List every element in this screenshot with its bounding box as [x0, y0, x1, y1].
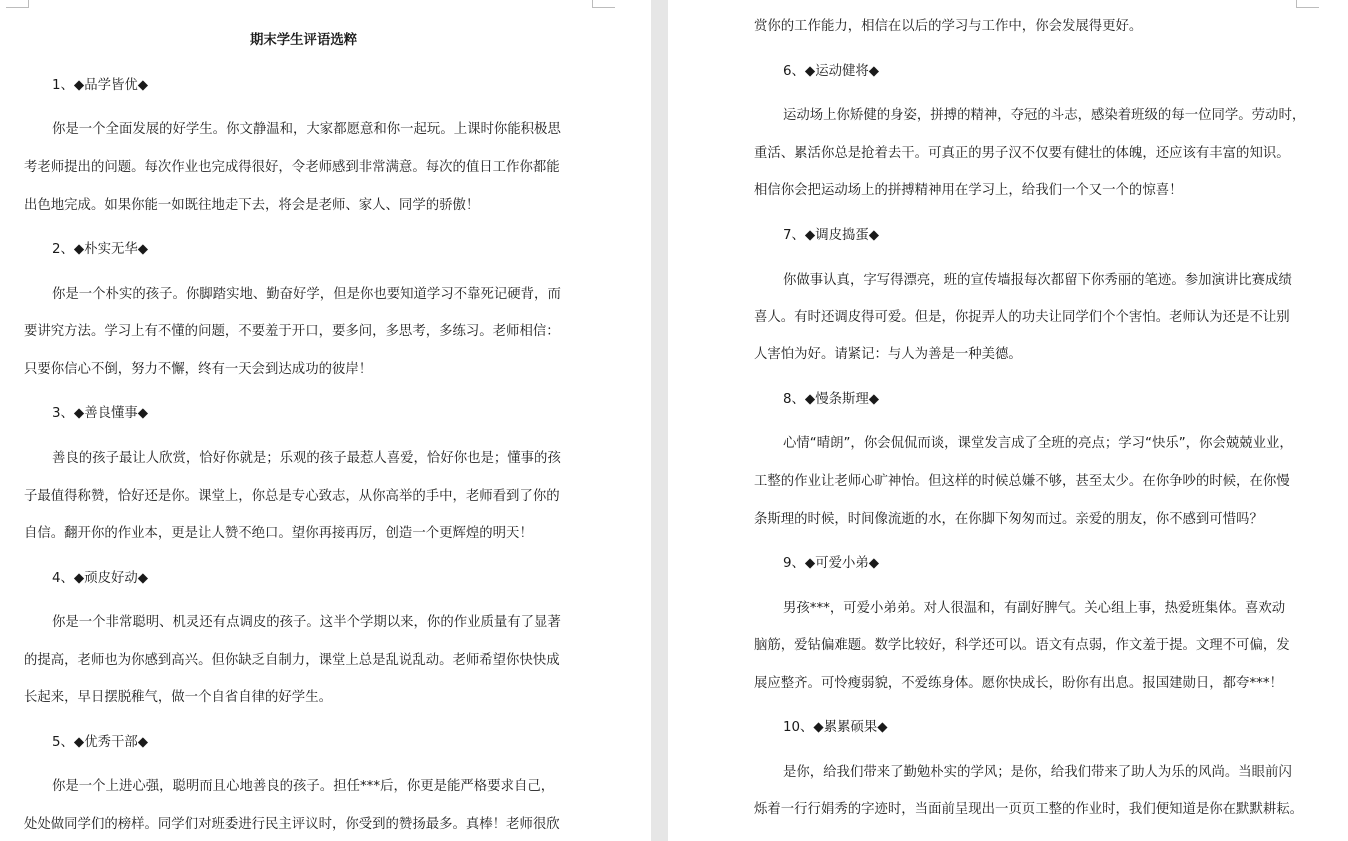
- paragraph-line: 你是一个全面发展的好学生。你文静温和，大家都愿意和你一起玩。上课时你能积极思: [52, 122, 561, 137]
- paragraph-line: 赏你的工作能力，相信在以后的学习与工作中，你会发展得更好。: [754, 19, 1143, 34]
- paragraph-line: 考老师提出的问题。每次作业也完成得很好，令老师感到非常满意。每次的值日工作你都能: [24, 160, 560, 175]
- paragraph-line: 长起来，早日摆脱稚气，做一个自省自律的好学生。: [24, 690, 332, 705]
- section-heading: 1、◆品学皆优◆: [52, 78, 149, 93]
- paragraph-line: 相信你会把运动场上的拼搏精神用在学习上，给我们一个又一个的惊喜！: [754, 183, 1183, 198]
- paragraph-line: 喜人。有时还调皮得可爱。但是，你捉弄人的功夫让同学们个个害怕。老师认为还是不让别: [754, 310, 1290, 325]
- paragraph-line: 你是一个上进心强，聪明而且心地善良的孩子。担任***后，你更是能严格要求自己，: [52, 779, 555, 794]
- section-heading: 6、◆运动健将◆: [783, 64, 880, 79]
- paragraph-line: 善良的孩子最让人欣赏，恰好你就是；乐观的孩子最惹人喜爱，恰好你也是；懂事的孩: [52, 451, 561, 466]
- page-corner-mark: [6, 0, 29, 8]
- paragraph-line: 工整的作业让老师心旷神怡。但这样的时候总嫌不够，甚至太少。在你争吵的时候，在你慢: [754, 474, 1290, 489]
- section-heading: 10、◆累累硕果◆: [783, 720, 888, 735]
- paragraph-line: 运动场上你矫健的身姿，拼搏的精神，夺冠的斗志，感染着班级的每一位同学。劳动时，: [783, 108, 1306, 123]
- section-heading: 5、◆优秀干部◆: [52, 735, 149, 750]
- page-gap: [651, 0, 668, 841]
- section-heading: 4、◆顽皮好动◆: [52, 571, 149, 586]
- page-corner-mark: [1296, 0, 1319, 8]
- document-title: 期末学生评语选粹: [250, 33, 358, 48]
- paragraph-line: 是你，给我们带来了勤勉朴实的学风；是你，给我们带来了助人为乐的风尚。当眼前闪: [783, 765, 1292, 780]
- section-heading: 7、◆调皮捣蛋◆: [783, 228, 880, 243]
- page-corner-mark: [592, 0, 615, 8]
- paragraph-line: 烁着一行行娟秀的字迹时，当面前呈现出一页页工整的作业时，我们便知道是你在默默耕耘。: [754, 802, 1304, 817]
- paragraph-line: 你是一个朴实的孩子。你脚踏实地、勤奋好学，但是你也要知道学习不靠死记硬背，而: [52, 287, 561, 302]
- paragraph-line: 子最值得称赞，恰好还是你。课堂上，你总是专心致志，从你高举的手中，老师看到了你的: [24, 489, 560, 504]
- paragraph-line: 男孩***，可爱小弟弟。对人很温和，有副好脾气。关心组上事，热爱班集体。喜欢动: [783, 601, 1286, 616]
- paragraph-line: 展应整齐。可怜瘦弱貌，不爱练身体。愿你快成长，盼你有出息。报国建勋日，都夸***！: [754, 676, 1283, 691]
- paragraph-line: 重活、累活你总是抢着去干。可真正的男子汉不仅要有健壮的体魄，还应该有丰富的知识。: [754, 146, 1290, 161]
- paragraph-line: 处处做同学们的榜样。同学们对班委进行民主评议时，你受到的赞扬最多。真棒！老师很欣: [24, 817, 560, 832]
- paragraph-line: 心情“晴朗”，你会侃侃而谈，课堂发言成了全班的亮点；学习“快乐”，你会兢兢业业，: [783, 436, 1293, 451]
- section-heading: 9、◆可爱小弟◆: [783, 556, 880, 571]
- paragraph-line: 你是一个非常聪明、机灵还有点调皮的孩子。这半个学期以来，你的作业质量有了显著: [52, 615, 561, 630]
- paragraph-line: 你做事认真，字写得漂亮，班的宣传墙报每次都留下你秀丽的笔迹。参加演讲比赛成绩: [783, 273, 1292, 288]
- paragraph-line: 脑筋，爱钻偏难题。数学比较好，科学还可以。语文有点弱，作文羞于提。文理不可偏，发: [754, 638, 1290, 653]
- section-heading: 3、◆善良懂事◆: [52, 406, 149, 421]
- section-heading: 2、◆朴实无华◆: [52, 242, 149, 257]
- document-page-right: [668, 0, 1348, 841]
- paragraph-line: 只要你信心不倒，努力不懈，终有一天会到达成功的彼岸！: [24, 362, 373, 377]
- section-heading: 8、◆慢条斯理◆: [783, 392, 880, 407]
- paragraph-line: 条斯理的时候，时间像流逝的水，在你脚下匆匆而过。亲爱的朋友，你不感到可惜吗？: [754, 512, 1263, 527]
- paragraph-line: 人害怕为好。请紧记：与人为善是一种美德。: [754, 347, 1022, 362]
- paragraph-line: 出色地完成。如果你能一如既往地走下去，将会是老师、家人、同学的骄傲！: [24, 198, 480, 213]
- paragraph-line: 的提高，老师也为你感到高兴。但你缺乏自制力，课堂上总是乱说乱动。老师希望你快快成: [24, 653, 560, 668]
- paragraph-line: 自信。翻开你的作业本，更是让人赞不绝口。望你再接再厉，创造一个更辉煌的明天！: [24, 526, 533, 541]
- paragraph-line: 要讲究方法。学习上有不懂的问题，不要羞于开口，要多问，多思考，多练习。老师相信：: [24, 324, 560, 339]
- document-page-left: [0, 0, 651, 841]
